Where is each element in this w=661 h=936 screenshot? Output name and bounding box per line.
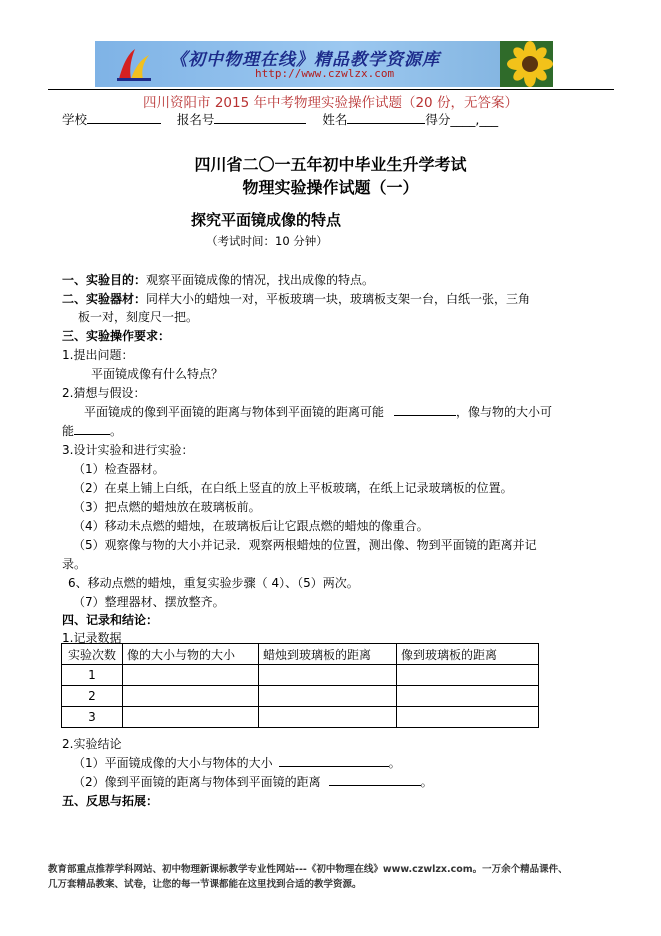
table-cell-input[interactable] xyxy=(123,686,259,707)
table-header-cell: 蜡烛到玻璃板的距离 xyxy=(259,644,397,665)
page-footer xyxy=(48,862,568,892)
score-label: 得分 xyxy=(425,112,451,127)
section-purpose-text: 观察平面镜成像的情况，找出成像的特点。 xyxy=(146,273,375,287)
step-7: （7）整理器材、摆放整齐。 xyxy=(73,595,225,609)
table-cell-input[interactable] xyxy=(259,707,397,728)
table-cell-input[interactable] xyxy=(259,686,397,707)
hypothesis-line xyxy=(84,403,552,420)
record-table xyxy=(61,643,539,728)
student-info-line xyxy=(62,110,498,128)
table-cell-input[interactable] xyxy=(397,665,539,686)
header-rule xyxy=(48,89,614,90)
section-purpose-heading: 一、实验目的： xyxy=(62,273,147,287)
hypothesis-text: 平面镜成的像到平面镜的距离与物体到平面镜的距离可能 xyxy=(84,405,385,419)
school-field[interactable] xyxy=(87,112,161,124)
table-cell-input[interactable] xyxy=(123,707,259,728)
conclusion-1-blank[interactable] xyxy=(279,755,389,767)
hypothesis-line-2 xyxy=(62,422,122,439)
step-4: （4）移动未点燃的蜡烛，在玻璃板后让它跟点燃的蜡烛的像重合。 xyxy=(73,519,429,533)
site-banner xyxy=(95,41,553,87)
exam-time: （考试时间：10 分钟） xyxy=(206,234,328,248)
section-equipment xyxy=(62,290,530,307)
conclusion-label: 2.实验结论 xyxy=(62,737,122,751)
name-field[interactable] xyxy=(347,112,425,124)
conclusion-2-text: （2）像到平面镜的距离与物体到平面镜的距离 xyxy=(73,775,321,789)
school-label: 学校 xyxy=(62,112,88,127)
table-row xyxy=(62,707,539,728)
reg-no-label: 报名号 xyxy=(176,112,215,127)
hypothesis-blank-distance[interactable] xyxy=(394,404,456,416)
section-equipment-cont: 板一对，刻度尺一把。 xyxy=(78,310,199,324)
table-cell-trial: 1 xyxy=(62,665,123,686)
section-equipment-text: 同样大小的蜡烛一对，平板玻璃一块，玻璃板支架一台，白纸一张，三角 xyxy=(146,292,531,306)
footer-line-1: 教育部重点推荐学科网站、初中物理新课标教学专业性网站---《初中物理在线》www.czwlzx.com。一万余个精品课件、 xyxy=(48,864,568,875)
footer-line-2: 几万套精品教案、试卷，让您的每一节课都能在这里找到合适的教学资源。 xyxy=(48,879,362,890)
hypothesis-end: 。 xyxy=(110,424,123,438)
table-row xyxy=(62,665,539,686)
hypothesis-mid: ，像与物的大小可 xyxy=(456,405,553,419)
step-5: （5）观察像与物的大小并记录．观察两根蜡烛的位置，测出像、物到平面镜的距离并记 xyxy=(73,538,537,552)
step-3: （3）把点燃的蜡烛放在玻璃板前。 xyxy=(73,500,261,514)
question-1-label: 1.提出问题： xyxy=(62,348,134,362)
name-label: 姓名 xyxy=(322,112,348,127)
table-header-row xyxy=(62,644,539,665)
conclusion-2-end: 。 xyxy=(420,775,433,789)
banner-title: 《初中物理在线》精品教学资源库 xyxy=(170,50,440,70)
step-5-cont: 录。 xyxy=(62,557,87,571)
sunflower-icon xyxy=(500,41,553,87)
record-data-label: 1.记录数据 xyxy=(62,631,122,645)
hypothesis-cont: 能 xyxy=(62,424,75,438)
experiment-title: 探究平面镜成像的特点 xyxy=(191,211,342,229)
section-equipment-heading: 二、实验器材： xyxy=(62,292,147,306)
table-cell-trial: 3 xyxy=(62,707,123,728)
conclusion-1 xyxy=(73,754,401,771)
banner-url[interactable]: http://www.czwlzx.com xyxy=(255,67,395,80)
section-requirements-heading: 三、实验操作要求： xyxy=(62,329,171,343)
table-row xyxy=(62,686,539,707)
step-2: （2）在桌上铺上白纸，在白纸上竖直的放上平板玻璃，在纸上记录玻璃板的位置。 xyxy=(73,481,513,495)
section-reflection-heading: 五、反思与拓展： xyxy=(62,794,159,808)
table-header-cell: 实验次数 xyxy=(62,644,123,665)
conclusion-2 xyxy=(73,773,433,790)
reg-no-field[interactable] xyxy=(214,112,306,124)
table-cell-input[interactable] xyxy=(397,707,539,728)
document-header-title: 四川资阳市 2015 年中考物理实验操作试题（20 份，无答案） xyxy=(143,95,518,111)
table-cell-input[interactable] xyxy=(397,686,539,707)
conclusion-1-end: 。 xyxy=(388,756,401,770)
conclusion-1-text: （1）平面镜成像的大小与物体的大小 xyxy=(73,756,273,770)
table-cell-trial: 2 xyxy=(62,686,123,707)
hypothesis-blank-size[interactable] xyxy=(74,423,110,435)
exam-subtitle: 物理实验操作试题（一） xyxy=(242,178,419,197)
question-2-label: 2.猜想与假设： xyxy=(62,386,146,400)
table-header-cell: 像到玻璃板的距离 xyxy=(397,644,539,665)
table-header-cell: 像的大小与物的大小 xyxy=(123,644,259,665)
question-3-label: 3.设计实验和进行实验： xyxy=(62,443,194,457)
exam-title: 四川省二〇一五年初中毕业生升学考试 xyxy=(194,155,467,174)
table-cell-input[interactable] xyxy=(259,665,397,686)
section-record-heading: 四、记录和结论： xyxy=(62,613,159,627)
question-1-text: 平面镜成像有什么特点？ xyxy=(91,367,224,381)
conclusion-2-blank[interactable] xyxy=(329,774,421,786)
section-purpose xyxy=(62,271,374,288)
step-1: （1）检查器材。 xyxy=(73,462,165,476)
site-logo xyxy=(115,45,153,83)
table-cell-input[interactable] xyxy=(123,665,259,686)
step-6: 6、移动点燃的蜡烛，重复实验步骤（ 4）、（5）两次。 xyxy=(68,576,359,590)
score-field[interactable]: ____,___ xyxy=(450,112,499,127)
